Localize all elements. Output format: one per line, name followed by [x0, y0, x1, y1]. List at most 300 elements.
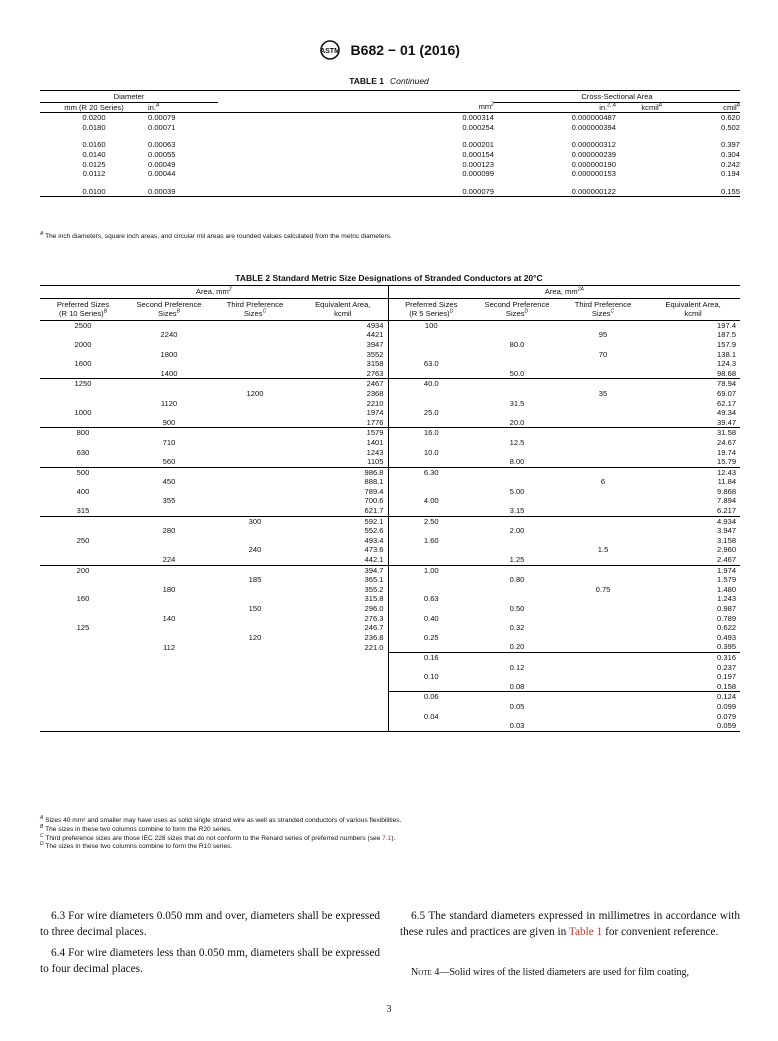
- table-cell: [474, 359, 560, 369]
- table-cell: 0.12: [509, 662, 525, 672]
- table2-footnotes: [40, 814, 402, 852]
- table-cell: [474, 536, 560, 546]
- table-cell: [388, 702, 474, 712]
- table-cell: 0.0200: [82, 113, 106, 123]
- table-cell: [560, 340, 646, 350]
- table-cell: [388, 389, 474, 399]
- table-cell: [474, 545, 560, 555]
- table-cell: [474, 448, 560, 458]
- section-7-1-link[interactable]: 7.1: [382, 834, 392, 842]
- table-cell: [298, 663, 388, 673]
- table-cell: [474, 633, 560, 643]
- table-cell: [212, 663, 298, 673]
- table-cell: 0.00039: [148, 187, 218, 197]
- table-cell: [616, 113, 662, 123]
- table1-group-area: Cross-Sectional Area: [494, 91, 740, 103]
- table-cell: [212, 623, 298, 633]
- table-cell: [40, 672, 126, 682]
- table-cell: 69.07: [717, 388, 737, 398]
- table2-footnote-b: $^B$ The sizes in these two columns combine to form the R20 series.: [40, 823, 232, 833]
- table-cell: 1.243: [717, 594, 737, 604]
- table-cell: 2467: [298, 379, 388, 389]
- table-cell: 0.000000153: [571, 169, 616, 179]
- table-cell: [560, 702, 646, 712]
- table-cell: [560, 692, 646, 702]
- table-cell: 6: [600, 477, 606, 487]
- table-row: [40, 379, 740, 389]
- table-row: [40, 702, 740, 712]
- table-cell: 0.50: [509, 604, 525, 613]
- table1-caption: [0, 76, 778, 86]
- table-cell: 4.00: [388, 496, 474, 506]
- table-cell: [212, 448, 298, 458]
- table-cell: [126, 721, 212, 731]
- table-cell: [388, 438, 474, 448]
- table-cell: 0.237: [717, 662, 737, 672]
- table-cell: [212, 721, 298, 731]
- table-cell: 31.58: [646, 428, 740, 438]
- page-number: 3: [386, 1004, 392, 1015]
- table-cell: [40, 477, 126, 487]
- table-cell: [126, 692, 212, 702]
- table-cell: [40, 633, 126, 643]
- table-cell: [388, 350, 474, 360]
- table-cell: [126, 389, 212, 399]
- table1-col-mm: mm (R 20 Series): [40, 102, 148, 113]
- table-cell: 236.8: [364, 632, 384, 642]
- table-cell: 120: [248, 632, 262, 642]
- table-cell: 0.079: [717, 711, 737, 721]
- table-cell: 3947: [366, 339, 384, 349]
- table-cell: 1.5: [597, 545, 609, 555]
- table-cell: 1.974: [646, 565, 740, 575]
- table-cell: 100: [388, 320, 474, 330]
- table-cell: [212, 652, 298, 662]
- table-cell: [560, 663, 646, 673]
- table-cell: [560, 487, 646, 497]
- table-cell: [560, 614, 646, 624]
- table2-footnote-d: $^D$ The sizes in these two columns combine to form the R10 series.: [40, 841, 233, 851]
- table-cell: 0.00044: [148, 169, 176, 179]
- table-cell: [388, 623, 474, 633]
- table-cell: 394.7: [298, 565, 388, 575]
- table-cell: [474, 350, 560, 360]
- table-cell: 789.4: [364, 486, 384, 496]
- table-cell: 0.000000394: [571, 122, 616, 132]
- table-cell: [212, 379, 298, 389]
- table-row: [40, 418, 740, 428]
- table-row: [40, 350, 740, 360]
- table-cell: 9.868: [717, 486, 737, 496]
- table-cell: 0.00049: [148, 159, 176, 169]
- table-cell: [560, 399, 646, 409]
- table-cell: [388, 721, 474, 731]
- table-cell: 80.0: [509, 339, 525, 349]
- table1-col-in2: in.$^{2, A}$: [494, 102, 616, 113]
- table-cell: 0.03: [474, 721, 560, 731]
- table-cell: [560, 408, 646, 418]
- table-row: [40, 487, 740, 497]
- table-cell: [126, 672, 212, 682]
- table-cell: 700.6: [364, 496, 384, 506]
- table-cell: [212, 438, 298, 448]
- table-cell: 0.63: [388, 594, 474, 604]
- table-row: [40, 642, 740, 652]
- table-cell: 3.947: [717, 526, 737, 536]
- table-cell: [474, 594, 560, 604]
- note-4-label: Note 4: [411, 967, 440, 978]
- table-cell: 300: [212, 516, 298, 526]
- table-cell: [388, 399, 474, 409]
- table-row: [40, 448, 740, 458]
- table-cell: [126, 506, 212, 516]
- table-cell: [126, 487, 212, 497]
- table-cell: 112: [162, 642, 176, 652]
- table-row: [40, 594, 740, 604]
- table-row: [40, 536, 740, 546]
- table-cell: [212, 457, 298, 467]
- table-cell: [40, 526, 126, 536]
- table-cell: 0.622: [717, 623, 737, 633]
- table-row: [40, 712, 740, 722]
- table-row: [40, 408, 740, 418]
- table-cell: [560, 359, 646, 369]
- table-cell: [40, 516, 126, 526]
- table-cell: 0.194: [720, 169, 740, 179]
- table-cell: 20.0: [509, 417, 525, 427]
- table-cell: 442.1: [364, 555, 384, 565]
- table-row: [40, 123, 740, 133]
- table-cell: [212, 565, 298, 575]
- table-cell: [40, 555, 126, 565]
- table-cell: [40, 330, 126, 340]
- table-cell: [126, 652, 212, 662]
- table-cell: [560, 516, 646, 526]
- table-cell: 493.4: [364, 535, 384, 545]
- table-cell: 1.00: [388, 565, 474, 575]
- table2-col-third-r: Third Preference Sizes$^C$: [560, 298, 646, 320]
- table-row: [40, 692, 740, 702]
- table-cell: 98.68: [717, 368, 737, 378]
- table1-group-diameter: Diameter: [40, 91, 218, 103]
- table-cell: [474, 379, 560, 389]
- table-cell: [474, 389, 560, 399]
- table-cell: 560: [162, 457, 176, 467]
- table-cell: [474, 692, 560, 702]
- table-cell: [560, 536, 646, 546]
- table-cell: [212, 350, 298, 360]
- table-cell: 800: [40, 428, 126, 438]
- table-cell: 0.316: [646, 652, 740, 662]
- table-cell: 0.987: [717, 604, 737, 613]
- table-cell: [616, 169, 662, 179]
- table-cell: [126, 320, 212, 330]
- table-row: [40, 633, 740, 643]
- table-cell: [40, 721, 126, 731]
- table-cell: [126, 359, 212, 369]
- table-cell: 0.0160: [82, 140, 106, 150]
- table-cell: 0.0180: [82, 122, 106, 132]
- table-cell: 1800: [160, 349, 178, 359]
- table-cell: 24.67: [717, 437, 737, 447]
- table-cell: [40, 350, 126, 360]
- table-cell: 0.04: [388, 712, 474, 722]
- table-cell: [212, 399, 298, 409]
- table-cell: 0.20: [509, 642, 525, 652]
- table-cell: [474, 477, 560, 487]
- table-cell: [298, 652, 388, 662]
- table-cell: [474, 652, 560, 662]
- table-cell: 6.30: [388, 467, 474, 477]
- table-cell: 0.00055: [148, 149, 176, 159]
- astm-logo-icon: [318, 40, 342, 60]
- table-cell: [298, 692, 388, 702]
- table-cell: [474, 672, 560, 682]
- table-cell: 2500: [74, 320, 92, 330]
- table-cell: [388, 585, 474, 595]
- table-cell: 224: [162, 555, 176, 565]
- table-cell: 6.217: [717, 506, 737, 516]
- table-cell: 0.75: [595, 584, 611, 594]
- table-cell: 10.0: [388, 448, 474, 458]
- table-cell: 140: [162, 613, 176, 623]
- table-cell: [126, 633, 212, 643]
- table-cell: 1200: [246, 388, 264, 398]
- table-cell: 1600: [74, 359, 92, 369]
- table-row: [40, 604, 740, 614]
- table-cell: [40, 614, 126, 624]
- table-cell: 221.0: [364, 642, 384, 652]
- table-cell: [212, 702, 298, 712]
- table-cell: 40.0: [388, 379, 474, 389]
- table-cell: [40, 545, 126, 555]
- table-cell: [212, 340, 298, 350]
- table-cell: [616, 150, 662, 160]
- table-cell: 49.34: [717, 408, 737, 418]
- table-cell: [560, 369, 646, 379]
- table-cell: [388, 663, 474, 673]
- table-cell: 5.00: [509, 486, 525, 496]
- table-cell: [560, 594, 646, 604]
- table-row: [40, 506, 740, 516]
- table-cell: [212, 692, 298, 702]
- table-cell: [212, 555, 298, 565]
- table-cell: [474, 496, 560, 506]
- table-cell: 39.47: [717, 417, 737, 427]
- table-cell: 180: [162, 584, 176, 594]
- table-row: [40, 516, 740, 526]
- table-cell: [560, 604, 646, 614]
- table-cell: 1120: [160, 398, 178, 408]
- table-row: [40, 340, 740, 350]
- table-cell: 0.0112: [82, 169, 106, 179]
- table-cell: 138.1: [717, 349, 737, 359]
- table-cell: 31.5: [509, 398, 525, 408]
- table-cell: [126, 623, 212, 633]
- table-cell: [126, 594, 212, 604]
- table-cell: [474, 585, 560, 595]
- table-cell: 1401: [366, 437, 384, 447]
- table-cell: [388, 487, 474, 497]
- table-cell: [40, 663, 126, 673]
- table-row: [40, 526, 740, 536]
- paragraph-6-3: 6.3 For wire diameters 0.050 mm and over, diameters shall be expressed to three decimal places.: [40, 910, 380, 938]
- table-cell: [474, 614, 560, 624]
- table-cell: [560, 457, 646, 467]
- table-cell: 0.000000312: [571, 140, 616, 150]
- table-cell: 0.242: [720, 159, 740, 169]
- table2-col-equiv-r: Equivalent Area, kcmil: [646, 298, 740, 320]
- table-row: [40, 113, 740, 123]
- table-cell: [474, 330, 560, 340]
- svg-text:ASTM: ASTM: [320, 48, 341, 55]
- table-cell: 0.05: [509, 701, 525, 711]
- table-cell: [212, 428, 298, 438]
- table-cell: [126, 340, 212, 350]
- table-cell: [212, 418, 298, 428]
- table-cell: 197.4: [717, 320, 737, 330]
- table-cell: [212, 496, 298, 506]
- table-cell: 16.0: [388, 428, 474, 438]
- table-cell: 15.79: [717, 457, 737, 467]
- table-cell: 986.8: [298, 467, 388, 477]
- table-cell: [560, 320, 646, 330]
- table-cell: 4.934: [646, 516, 740, 526]
- table-cell: 62.17: [717, 398, 737, 408]
- table-cell: 3.158: [717, 535, 737, 545]
- table-cell: [126, 379, 212, 389]
- table-cell: [212, 585, 298, 595]
- table-cell: [388, 604, 474, 614]
- table-row: [40, 150, 740, 160]
- table-cell: [560, 428, 646, 438]
- table-cell: [126, 565, 212, 575]
- table-cell: 0.25: [388, 633, 474, 643]
- table-cell: [212, 536, 298, 546]
- table-row: [40, 399, 740, 409]
- table-cell: [560, 506, 646, 516]
- table-cell: 63.0: [388, 359, 474, 369]
- table1-link[interactable]: Table 1: [568, 925, 603, 938]
- table-cell: [560, 565, 646, 575]
- table-cell: [388, 369, 474, 379]
- table-cell: 400: [76, 486, 90, 496]
- table-cell: [212, 359, 298, 369]
- paragraph-6-5: 6.5 The standard diameters expressed in millimetres in accordance with these rules and practices are given in Table 1 for convenient reference.: [400, 910, 740, 938]
- table-cell: 200: [40, 565, 126, 575]
- table-cell: 250: [76, 535, 90, 545]
- table-cell: 160: [76, 594, 90, 604]
- table-row: [40, 672, 740, 682]
- table-cell: [474, 428, 560, 438]
- table-cell: [212, 408, 298, 418]
- table-row: [40, 187, 740, 197]
- table-cell: 1974: [366, 408, 384, 418]
- table-cell: [388, 682, 474, 692]
- table-cell: 7.894: [717, 496, 737, 506]
- table-cell: [560, 467, 646, 477]
- table-cell: [388, 555, 474, 565]
- table-cell: [616, 160, 662, 170]
- table-row: [40, 496, 740, 506]
- table-cell: 0.620: [720, 113, 740, 123]
- table-cell: [388, 330, 474, 340]
- table-cell: [40, 457, 126, 467]
- table-cell: [40, 692, 126, 702]
- table-row: [40, 457, 740, 467]
- table-cell: [474, 408, 560, 418]
- table-cell: [212, 672, 298, 682]
- table-cell: 0.000000190: [571, 159, 616, 169]
- table-row: [40, 652, 740, 662]
- table-cell: 2.00: [509, 526, 525, 536]
- table-cell: [616, 140, 662, 150]
- table-row: [40, 682, 740, 692]
- table-cell: 78.94: [646, 379, 740, 389]
- table-cell: 592.1: [298, 516, 388, 526]
- table-cell: [40, 642, 126, 652]
- table-cell: [40, 652, 126, 662]
- table-cell: 150: [248, 604, 262, 613]
- table-cell: 0.000000122: [494, 187, 616, 197]
- table-cell: 0.789: [717, 613, 737, 623]
- table-cell: 0.000201: [462, 140, 494, 150]
- table-row: [40, 330, 740, 340]
- table-cell: [560, 652, 646, 662]
- table2: [40, 285, 740, 732]
- table-cell: 365.1: [364, 575, 384, 585]
- table-cell: [212, 614, 298, 624]
- table-cell: 0.000099: [462, 169, 494, 179]
- table-row: [40, 585, 740, 595]
- table-cell: 2.467: [717, 555, 737, 565]
- table-row: [40, 428, 740, 438]
- table-cell: [560, 575, 646, 585]
- table-cell: [40, 389, 126, 399]
- table-cell: 11.84: [717, 477, 737, 487]
- table-cell: [212, 487, 298, 497]
- table2-col-pref10: Preferred Sizes (R 10 Series)$^B$: [40, 298, 126, 320]
- table-cell: 0.0140: [82, 149, 106, 159]
- table-cell: [40, 604, 126, 614]
- table-cell: 0.000000487: [571, 113, 616, 123]
- table-cell: [474, 467, 560, 477]
- table-cell: [126, 682, 212, 692]
- table-cell: [126, 536, 212, 546]
- table-cell: 2.50: [388, 516, 474, 526]
- table-cell: [474, 712, 560, 722]
- table-cell: [560, 526, 646, 536]
- table-cell: [560, 448, 646, 458]
- table-cell: 0.304: [720, 149, 740, 159]
- table-cell: 0.099: [717, 701, 737, 711]
- table-cell: 710: [162, 437, 176, 447]
- table-cell: [298, 712, 388, 722]
- table-row: [40, 140, 740, 150]
- table-cell: 187.5: [717, 330, 737, 340]
- table-cell: 355: [162, 496, 176, 506]
- table-cell: [298, 672, 388, 682]
- table-cell: [388, 418, 474, 428]
- table-cell: 296.0: [364, 604, 384, 613]
- table-cell: [560, 438, 646, 448]
- table2-col-equiv: Equivalent Area, kcmil: [298, 298, 388, 320]
- table-cell: 0.000123: [462, 159, 494, 169]
- table-cell: [40, 399, 126, 409]
- table-cell: [560, 633, 646, 643]
- table-row: [40, 160, 740, 170]
- table-cell: 0.000254: [462, 122, 494, 132]
